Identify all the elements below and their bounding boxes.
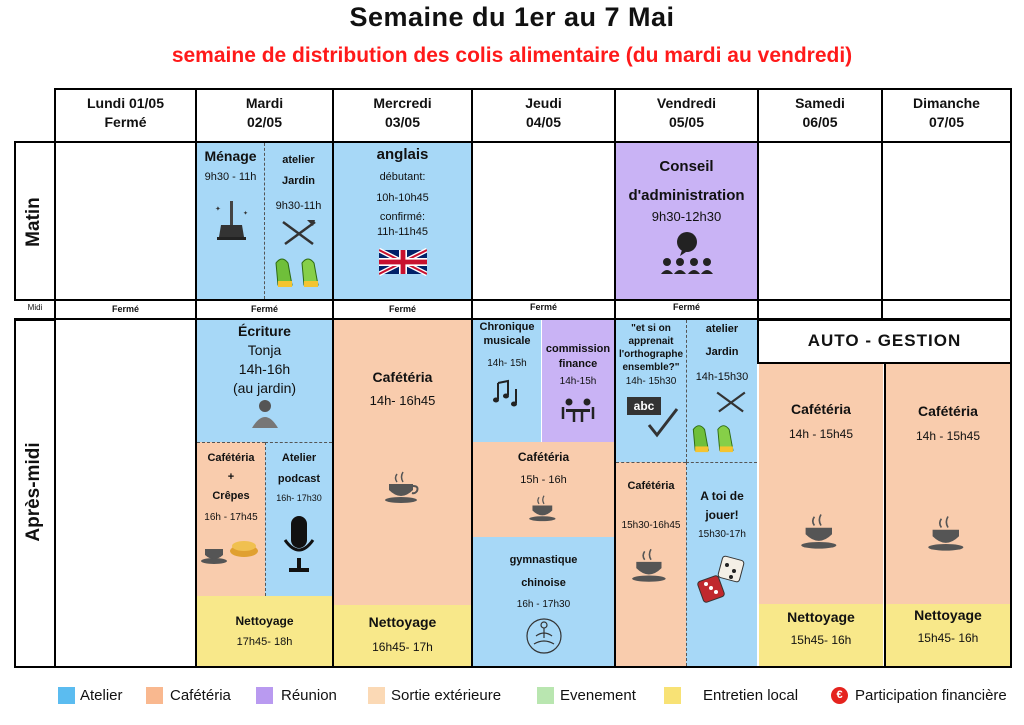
event-time: 9h30-12h30 — [651, 209, 722, 224]
event-title-2: finance — [558, 358, 598, 370]
auto-gestion-header: AUTO - GESTION — [757, 319, 1012, 364]
event-time: 14h- 16h45 — [369, 393, 436, 408]
meeting-table-icon — [560, 397, 596, 427]
event-title-1: atelier — [705, 323, 739, 335]
event-title: Nettoyage — [368, 614, 437, 630]
event-time: 14h-15h30 — [695, 371, 749, 383]
svg-text:✦: ✦ — [242, 211, 248, 217]
day-date: 02/05 — [246, 114, 283, 130]
legend-swatch-evenement — [537, 687, 554, 704]
day-date: 07/05 — [928, 114, 965, 130]
legend-label-cafeteria: Cafétéria — [170, 687, 231, 704]
coffee-crepes-icon — [199, 531, 263, 565]
event-sat-nettoyage[interactable] — [759, 604, 883, 666]
day-header-tuesday — [195, 88, 334, 143]
checkmark-icon — [621, 395, 681, 439]
event-time: 16h- 17h30 — [276, 493, 322, 503]
legend-label-entretien: Entretien local — [703, 687, 799, 704]
event-time: 17h45- 18h — [236, 636, 293, 648]
event-time: 14h- 15h — [487, 358, 527, 369]
garden-tools-icon — [277, 218, 321, 248]
event-title-2: Jardin — [281, 175, 315, 187]
event-title-1: Conseil — [659, 158, 714, 175]
event-tue-menage[interactable] — [197, 143, 264, 299]
event-place: (au jardin) — [232, 380, 297, 396]
day-header-wednesday — [332, 88, 473, 143]
event-wed-nettoyage[interactable] — [334, 605, 471, 666]
legend — [0, 686, 1024, 708]
legend-swatch-entretien — [664, 687, 681, 704]
event-title-1: atelier — [282, 154, 315, 166]
coffee-cup-icon — [527, 494, 561, 522]
event-host: Tonja — [247, 342, 282, 358]
event-fri-cafe[interactable] — [616, 462, 686, 666]
event-thu-gym[interactable] — [473, 537, 614, 666]
event-title: Écriture — [238, 323, 291, 339]
event-tue-cafe-crepes[interactable] — [197, 442, 265, 596]
day-header-thursday — [471, 88, 616, 143]
dice-icon — [694, 554, 750, 608]
event-time: 16h - 17h45 — [204, 512, 258, 523]
event-title-2: podcast — [277, 473, 321, 485]
event-title-1: Chronique — [479, 321, 535, 333]
legend-label-atelier: Atelier — [80, 687, 123, 704]
writer-icon — [248, 398, 282, 428]
closed-label-tue: Fermé — [250, 304, 278, 314]
event-tue-podcast[interactable] — [265, 442, 332, 596]
closed-label-wed: Fermé — [388, 304, 416, 314]
event-title-1: Cafétéria — [207, 452, 255, 464]
event-time: 14h - 15h45 — [788, 427, 854, 441]
legend-label-sortie: Sortie extérieure — [391, 687, 502, 704]
day-header-sunday — [881, 88, 1012, 143]
day-name: Samedi — [795, 95, 845, 111]
meeting-icon — [658, 230, 716, 276]
day-date: 06/05 — [802, 114, 838, 130]
event-title: Cafétéria — [517, 450, 570, 464]
event-title: Nettoyage — [787, 609, 855, 625]
event-title: Cafétéria — [627, 480, 675, 492]
closed-label-fri: Fermé — [672, 302, 700, 312]
closed-label-thu: Fermé — [529, 302, 557, 312]
day-date: 03/05 — [384, 114, 421, 130]
day-name: Mercredi — [373, 95, 432, 111]
event-sun-nettoyage[interactable] — [884, 604, 1010, 666]
event-tue-ecriture[interactable] — [197, 320, 332, 442]
row-label-morning: Matin — [23, 197, 44, 247]
legend-swatch-reunion — [256, 687, 273, 704]
event-level-2: confirmé: — [379, 211, 426, 223]
event-title: Cafétéria — [372, 369, 433, 385]
event-time-1: 10h-10h45 — [376, 192, 429, 204]
day-name: Jeudi — [525, 95, 562, 111]
event-time: 16h45- 17h — [372, 640, 433, 654]
event-time: 15h30-17h — [698, 529, 746, 540]
event-thu-commission[interactable] — [541, 320, 614, 442]
event-thu-chronique[interactable] — [473, 320, 541, 442]
event-fri-conseil[interactable] — [616, 143, 757, 299]
event-title-2: apprenait — [628, 336, 674, 347]
euro-icon: € — [831, 687, 848, 704]
event-title: Nettoyage — [914, 607, 982, 623]
microphone-icon — [279, 514, 319, 576]
legend-swatch-cafeteria — [146, 687, 163, 704]
coffee-cup-icon — [799, 512, 843, 550]
event-time: 15h30-16h45 — [621, 520, 681, 531]
event-title-3: Crêpes — [212, 490, 250, 502]
day-name: Vendredi — [656, 95, 717, 111]
event-title: Nettoyage — [235, 614, 294, 628]
event-title: anglais — [376, 146, 429, 163]
event-time: 15h - 16h — [520, 474, 567, 486]
event-tue-nettoyage[interactable] — [197, 596, 332, 666]
row-label-afternoon: Après-midi — [23, 442, 44, 542]
day-date: Fermé — [104, 114, 147, 130]
col-line — [757, 141, 759, 319]
event-time: 14h-16h — [238, 361, 291, 377]
event-title-4: ensemble?" — [622, 362, 680, 373]
event-title-2: chinoise — [521, 577, 566, 589]
legend-label-participation: Participation financière — [855, 687, 1007, 704]
col-line — [881, 141, 883, 319]
day-date: 04/05 — [525, 114, 562, 130]
event-wed-anglais[interactable] — [334, 143, 471, 299]
uk-flag-icon — [379, 248, 427, 276]
broom-icon — [211, 199, 251, 243]
event-sat-cafe[interactable] — [759, 364, 883, 604]
music-notes-icon — [490, 377, 524, 409]
day-name: Mardi — [245, 95, 284, 111]
event-time: 9h30-11h — [275, 200, 322, 212]
event-title-1: gymnastique — [509, 554, 578, 566]
abc-sign: abc — [627, 397, 661, 415]
event-time: 14h-15h — [559, 376, 597, 387]
event-title: Ménage — [204, 148, 257, 164]
legend-swatch-sortie — [368, 687, 385, 704]
event-wed-cafe[interactable] — [334, 320, 471, 605]
event-title-2: musicale — [483, 335, 531, 347]
event-sun-cafe[interactable] — [884, 364, 1010, 604]
event-title-2: + — [227, 471, 235, 483]
legend-label-evenement: Evenement — [560, 687, 636, 704]
event-thu-cafe[interactable] — [473, 442, 614, 537]
event-time: 9h30 - 11h — [204, 171, 257, 183]
event-title-1: commission — [545, 343, 611, 355]
event-time: 15h45- 16h — [790, 633, 852, 647]
event-time: 16h - 17h30 — [516, 599, 571, 610]
event-time: 15h45- 16h — [917, 631, 979, 645]
event-time-2: 11h-11h45 — [377, 226, 428, 238]
event-fri-orthographe[interactable] — [616, 320, 686, 462]
coffee-cup-icon — [630, 547, 672, 583]
event-title: Cafétéria — [918, 403, 978, 419]
event-title-3: l'orthographe — [618, 349, 684, 360]
event-title-2: Jardin — [705, 346, 739, 358]
coffee-cup-icon — [383, 470, 423, 504]
gloves-icon — [272, 253, 326, 289]
coffee-cup-icon — [926, 514, 970, 552]
event-fri-jouer[interactable] — [686, 462, 757, 666]
day-date: 05/05 — [668, 114, 705, 130]
event-fri-jardin[interactable] — [686, 320, 757, 462]
day-header-saturday — [757, 88, 883, 143]
closed-label-mon: Fermé — [111, 304, 139, 314]
event-title-1: Atelier — [281, 452, 317, 464]
abc-check-icon — [621, 395, 681, 439]
svg-text:✦: ✦ — [214, 206, 221, 213]
event-title-2: d'administration — [628, 187, 745, 204]
event-title-1: "et si on — [631, 323, 671, 334]
event-time: 14h - 15h45 — [915, 429, 981, 443]
day-name: Lundi 01/05 — [86, 95, 165, 111]
gloves-icon — [688, 420, 742, 454]
event-tue-jardin[interactable] — [264, 143, 332, 299]
meditation-icon — [522, 614, 566, 654]
day-header-friday — [614, 88, 759, 143]
event-time: 14h- 15h30 — [625, 376, 677, 387]
day-name: Dimanche — [913, 95, 980, 111]
legend-label-reunion: Réunion — [281, 687, 337, 704]
event-title-1: A toi de — [700, 489, 744, 503]
event-level-1: débutant: — [379, 171, 426, 183]
day-header-monday — [54, 88, 197, 143]
legend-swatch-atelier — [58, 687, 75, 704]
page-subtitle: semaine de distribution des colis alimentaire (du mardi au vendredi) — [171, 44, 853, 67]
event-title-2: jouer! — [705, 508, 739, 522]
event-title: Cafétéria — [791, 401, 851, 417]
row-label-noon: Midi — [27, 303, 43, 312]
garden-tools-icon — [711, 389, 751, 415]
page-title: Semaine du 1er au 7 Mai — [349, 2, 675, 32]
